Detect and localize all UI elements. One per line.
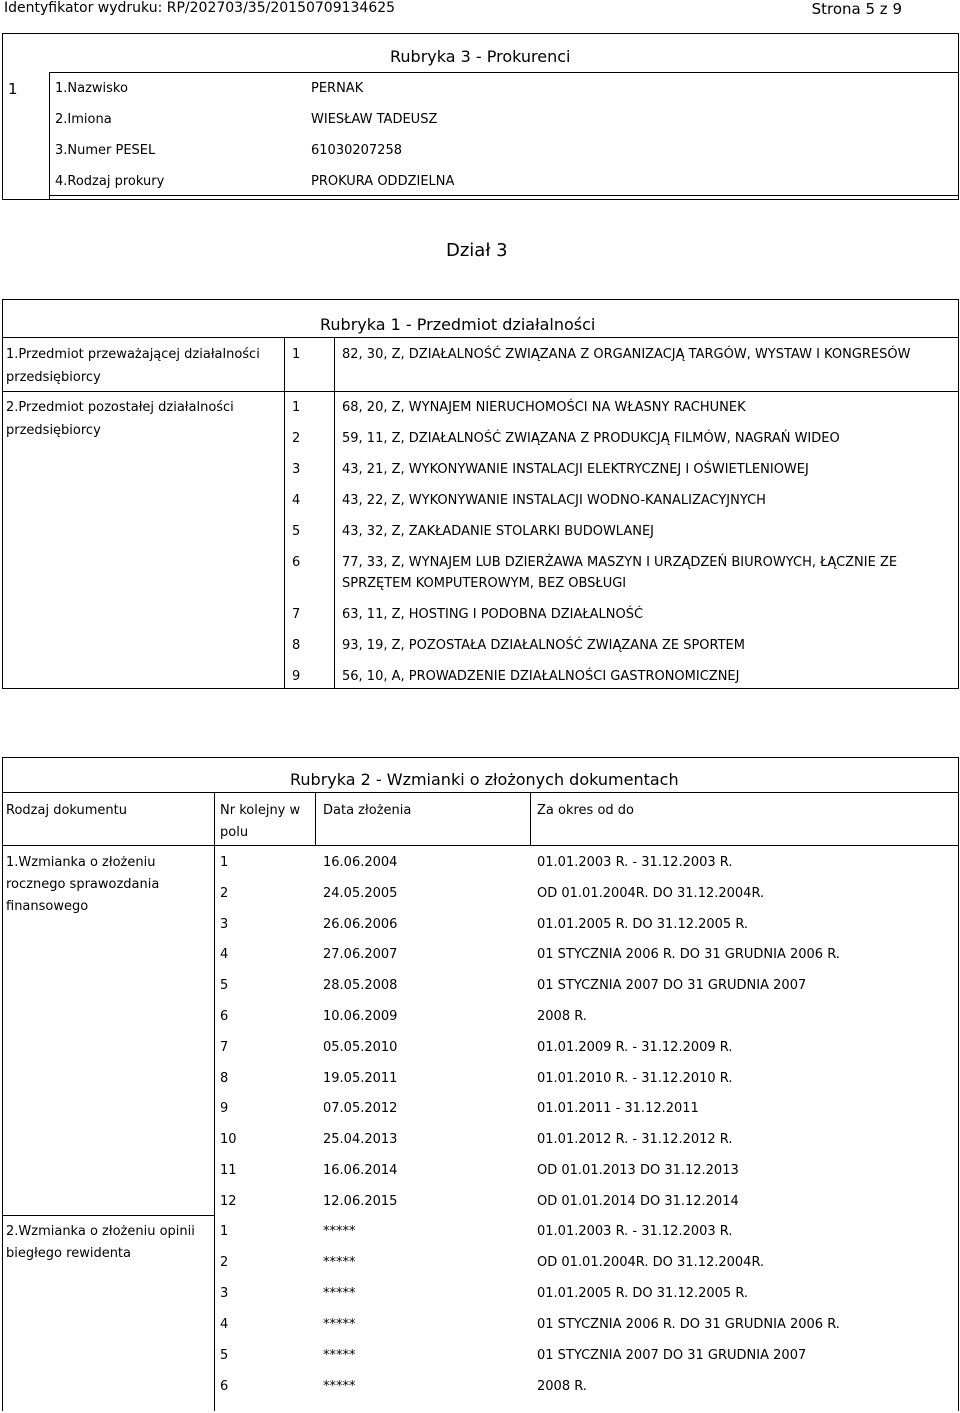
activity-text: 93, 19, Z, POZOSTAŁA DZIAŁALNOŚĆ ZWIĄZANA ZE SPORTEM [342,638,745,653]
entry-number: 10 [220,1132,237,1148]
submission-date: ***** [323,1255,356,1270]
entry-number: 11 [220,1163,237,1178]
submission-date: 24.05.2005 [323,885,398,901]
column-header: Rodzaj dokumentu [6,803,127,818]
period: OD 01.01.2014 DO 31.12.2014 [537,1193,739,1209]
entry-number: 2 [220,885,229,901]
entry-number: 1 [220,855,229,870]
activity-text: 77, 33, Z, WYNAJEM LUB DZIERŻAWA MASZYN I URZĄDZEŃ BIUROWYCH, ŁĄCZNIE ZE [342,555,898,570]
document-type-label: biegłego rewidenta [6,1246,131,1261]
submission-date: 25.04.2013 [323,1132,398,1148]
entry-number: 4 [220,947,229,963]
activity-number: 5 [292,524,301,539]
column-header: Nr kolejny w [220,803,301,818]
activity-number: 9 [292,669,301,684]
przedmiot-title: Rubryka 1 - Przedmiot działalności [320,315,596,334]
section-title: Dział 3 [446,240,508,261]
activity-text: 59, 11, Z, DZIAŁALNOŚĆ ZWIĄZANA Z PRODUKCJĄ FILMÓW, NAGRAŃ WIDEO [342,431,840,446]
activity-text: 43, 32, Z, ZAKŁADANIE STOLARKI BUDOWLANEJ [342,524,655,539]
submission-date: 10.06.2009 [323,1009,398,1024]
submission-date: ***** [323,1348,356,1363]
period: OD 01.01.2004R. DO 31.12.2004R. [537,885,765,901]
document-type-label: finansowego [6,899,89,914]
period: 01.01.2010 R. - 31.12.2010 R. [537,1070,733,1086]
main-activity-number: 1 [292,347,301,362]
submission-date: 12.06.2015 [323,1193,398,1209]
submission-date: ***** [323,1379,356,1394]
period: 01 STYCZNIA 2006 R. DO 31 GRUDNIA 2006 R. [537,947,840,963]
period: OD 01.01.2004R. DO 31.12.2004R. [537,1255,765,1270]
field-value: PERNAK [311,81,364,96]
entry-number: 1 [220,1224,229,1239]
activity-number: 3 [292,462,301,477]
other-activity-label: przedsiębiorcy [6,423,101,438]
main-activity-text: 82, 30, Z, DZIAŁALNOŚĆ ZWIĄZANA Z ORGANIZACJĄ TARGÓW, WYSTAW I KONGRESÓW [342,347,911,362]
activity-text: 56, 10, A, PROWADZENIE DZIAŁALNOŚCI GASTRONOMICZNEJ [342,669,740,684]
activity-text: 43, 21, Z, WYKONYWANIE INSTALACJI ELEKTRYCZNEJ I OŚWIETLENIOWEJ [342,462,809,477]
activity-number: 2 [292,431,301,446]
period: 01 STYCZNIA 2007 DO 31 GRUDNIA 2007 [537,1348,807,1363]
column-header: polu [220,825,249,840]
column-header: Data złożenia [323,803,412,818]
entry-number: 3 [220,1286,229,1301]
field-value: WIESŁAW TADEUSZ [311,112,438,127]
submission-date: 16.06.2014 [323,1163,398,1178]
activity-number: 6 [292,555,301,570]
field-label: 4.Rodzaj prokury [55,174,165,189]
period: 01.01.2003 R. - 31.12.2003 R. [537,855,733,870]
submission-date: 27.06.2007 [323,947,398,963]
main-activity-label: przedsiębiorcy [6,370,101,385]
prokurenci-title: Rubryka 3 - Prokurenci [390,47,571,66]
activity-number: 8 [292,638,301,653]
entry-number: 5 [220,978,229,994]
field-label: 3.Numer PESEL [55,143,156,158]
entry-number: 12 [220,1193,237,1209]
entry-number: 2 [220,1255,229,1270]
period: 01 STYCZNIA 2007 DO 31 GRUDNIA 2007 [537,978,807,994]
field-label: 1.Nazwisko [55,81,128,96]
entry-number: 3 [220,916,229,932]
print-identifier: Identyfikator wydruku: RP/202703/35/20150709134625 [4,0,396,16]
activity-text: 63, 11, Z, HOSTING I PODOBNA DZIAŁALNOŚĆ [342,607,644,622]
entry-number: 6 [220,1009,229,1024]
submission-date: 28.05.2008 [323,978,398,994]
period: 01.01.2005 R. DO 31.12.2005 R. [537,916,749,932]
period: 2008 R. [537,1009,587,1024]
submission-date: ***** [323,1224,356,1239]
page-number: Strona 5 z 9 [811,0,902,18]
prokurent-number: 1 [8,80,18,98]
field-label: 2.Imiona [55,112,112,127]
column-header: Za okres od do [537,803,634,818]
submission-date: 26.06.2006 [323,916,398,932]
field-value: PROKURA ODDZIELNA [311,174,455,189]
activity-number: 4 [292,493,301,508]
entry-number: 4 [220,1317,229,1332]
document-type-label: 1.Wzmianka o złożeniu [6,855,156,870]
period: 2008 R. [537,1379,587,1394]
entry-number: 7 [220,1039,229,1055]
period: 01.01.2009 R. - 31.12.2009 R. [537,1039,733,1055]
entry-number: 6 [220,1379,229,1394]
submission-date: 05.05.2010 [323,1039,398,1055]
submission-date: 16.06.2004 [323,855,398,870]
main-activity-label: 1.Przedmiot przeważającej działalności [6,347,260,362]
period: 01.01.2003 R. - 31.12.2003 R. [537,1224,733,1239]
period: 01.01.2011 - 31.12.2011 [537,1101,699,1117]
document-type-label: 2.Wzmianka o złożeniu opinii [6,1224,195,1239]
field-value: 61030207258 [311,143,402,158]
entry-number: 9 [220,1101,229,1117]
wzmianki-title: Rubryka 2 - Wzmianki o złożonych dokumentach [290,770,679,789]
activity-number: 7 [292,607,301,622]
activity-text-continued: SPRZĘTEM KOMPUTEROWYM, BEZ OBSŁUGI [342,576,627,591]
activity-text: 43, 22, Z, WYKONYWANIE INSTALACJI WODNO-KANALIZACYJNYCH [342,493,766,508]
submission-date: ***** [323,1317,356,1332]
submission-date: ***** [323,1286,356,1301]
submission-date: 07.05.2012 [323,1101,398,1117]
submission-date: 19.05.2011 [323,1070,398,1086]
other-activity-label: 2.Przedmiot pozostałej działalności [6,400,234,415]
activity-number: 1 [292,400,301,415]
period: 01 STYCZNIA 2006 R. DO 31 GRUDNIA 2006 R. [537,1317,840,1332]
period: 01.01.2005 R. DO 31.12.2005 R. [537,1286,749,1301]
document-type-label: rocznego sprawozdania [6,877,160,892]
entry-number: 8 [220,1070,229,1086]
period: 01.01.2012 R. - 31.12.2012 R. [537,1132,733,1148]
entry-number: 5 [220,1348,229,1363]
activity-text: 68, 20, Z, WYNAJEM NIERUCHOMOŚCI NA WŁASNY RACHUNEK [342,400,746,415]
period: OD 01.01.2013 DO 31.12.2013 [537,1163,739,1178]
